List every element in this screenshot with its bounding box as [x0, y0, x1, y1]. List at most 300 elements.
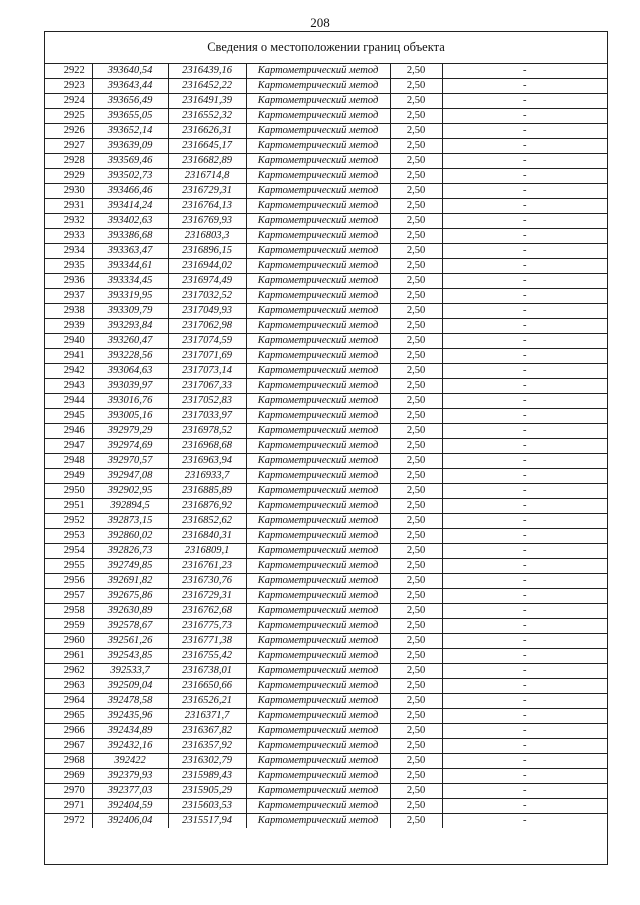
accuracy-cell: 2,50	[390, 289, 442, 304]
method-cell: Картометрический метод	[246, 544, 390, 559]
note-cell: -	[442, 604, 607, 619]
table-row	[45, 814, 607, 829]
x-coordinate-cell: 392434,89	[92, 724, 168, 739]
accuracy-cell: 2,50	[390, 154, 442, 169]
method-cell: Картометрический метод	[246, 379, 390, 394]
accuracy-cell: 2,50	[390, 544, 442, 559]
table-row	[45, 529, 607, 544]
table-row	[45, 424, 607, 439]
x-coordinate-cell: 392422	[92, 754, 168, 769]
accuracy-cell: 2,50	[390, 229, 442, 244]
note-cell: -	[442, 304, 607, 319]
x-coordinate-cell: 392377,03	[92, 784, 168, 799]
x-coordinate-cell: 393228,56	[92, 349, 168, 364]
y-coordinate-cell: 2316650,66	[168, 679, 246, 694]
table-row	[45, 379, 607, 394]
point-number-cell: 2947	[45, 439, 92, 454]
note-cell: -	[442, 259, 607, 274]
method-cell: Картометрический метод	[246, 319, 390, 334]
point-number-cell: 2925	[45, 109, 92, 124]
y-coordinate-cell: 2316371,7	[168, 709, 246, 724]
table-row	[45, 364, 607, 379]
accuracy-cell: 2,50	[390, 94, 442, 109]
y-coordinate-cell: 2317074,59	[168, 334, 246, 349]
method-cell: Картометрический метод	[246, 469, 390, 484]
note-cell: -	[442, 439, 607, 454]
note-cell: -	[442, 724, 607, 739]
table-row	[45, 589, 607, 604]
note-cell: -	[442, 319, 607, 334]
note-cell: -	[442, 229, 607, 244]
accuracy-cell: 2,50	[390, 319, 442, 334]
method-cell: Картометрический метод	[246, 259, 390, 274]
accuracy-cell: 2,50	[390, 124, 442, 139]
method-cell: Картометрический метод	[246, 169, 390, 184]
point-number-cell: 2930	[45, 184, 92, 199]
y-coordinate-cell: 2317062,98	[168, 319, 246, 334]
x-coordinate-cell: 392561,26	[92, 634, 168, 649]
table-row	[45, 409, 607, 424]
note-cell: -	[442, 109, 607, 124]
point-number-cell: 2971	[45, 799, 92, 814]
y-coordinate-cell: 2316963,94	[168, 454, 246, 469]
x-coordinate-cell: 393656,49	[92, 94, 168, 109]
method-cell: Картометрический метод	[246, 454, 390, 469]
table-row	[45, 769, 607, 784]
accuracy-cell: 2,50	[390, 259, 442, 274]
note-cell: -	[442, 559, 607, 574]
point-number-cell: 2931	[45, 199, 92, 214]
x-coordinate-cell: 392691,82	[92, 574, 168, 589]
method-cell: Картометрический метод	[246, 64, 390, 79]
x-coordinate-cell: 393344,61	[92, 259, 168, 274]
table-row	[45, 499, 607, 514]
x-coordinate-cell: 392970,57	[92, 454, 168, 469]
method-cell: Картометрический метод	[246, 649, 390, 664]
note-cell: -	[442, 784, 607, 799]
x-coordinate-cell: 393039,97	[92, 379, 168, 394]
point-number-cell: 2937	[45, 289, 92, 304]
point-number-cell: 2961	[45, 649, 92, 664]
note-cell: -	[442, 274, 607, 289]
table-row	[45, 439, 607, 454]
y-coordinate-cell: 2317032,52	[168, 289, 246, 304]
accuracy-cell: 2,50	[390, 619, 442, 634]
accuracy-cell: 2,50	[390, 274, 442, 289]
table-row	[45, 259, 607, 274]
y-coordinate-cell: 2316761,23	[168, 559, 246, 574]
y-coordinate-cell: 2315517,94	[168, 814, 246, 829]
table-row	[45, 199, 607, 214]
table-row	[45, 94, 607, 109]
table-row	[45, 139, 607, 154]
x-coordinate-cell: 392578,67	[92, 619, 168, 634]
method-cell: Картометрический метод	[246, 514, 390, 529]
point-number-cell: 2958	[45, 604, 92, 619]
accuracy-cell: 2,50	[390, 409, 442, 424]
x-coordinate-cell: 393466,46	[92, 184, 168, 199]
table-row	[45, 544, 607, 559]
method-cell: Картометрический метод	[246, 154, 390, 169]
x-coordinate-cell: 393640,54	[92, 64, 168, 79]
method-cell: Картометрический метод	[246, 694, 390, 709]
table-row	[45, 679, 607, 694]
point-number-cell: 2926	[45, 124, 92, 139]
point-number-cell: 2953	[45, 529, 92, 544]
accuracy-cell: 2,50	[390, 799, 442, 814]
y-coordinate-cell: 2316840,31	[168, 529, 246, 544]
x-coordinate-cell: 393414,24	[92, 199, 168, 214]
y-coordinate-cell: 2316439,16	[168, 64, 246, 79]
note-cell: -	[442, 394, 607, 409]
table-row	[45, 634, 607, 649]
table-row	[45, 169, 607, 184]
accuracy-cell: 2,50	[390, 349, 442, 364]
accuracy-cell: 2,50	[390, 514, 442, 529]
accuracy-cell: 2,50	[390, 184, 442, 199]
point-number-cell: 2966	[45, 724, 92, 739]
note-cell: -	[442, 424, 607, 439]
table-row	[45, 799, 607, 814]
x-coordinate-cell: 392860,02	[92, 529, 168, 544]
y-coordinate-cell: 2316452,22	[168, 79, 246, 94]
x-coordinate-cell: 393005,16	[92, 409, 168, 424]
y-coordinate-cell: 2316755,42	[168, 649, 246, 664]
note-cell: -	[442, 214, 607, 229]
note-cell: -	[442, 124, 607, 139]
accuracy-cell: 2,50	[390, 589, 442, 604]
y-coordinate-cell: 2317049,93	[168, 304, 246, 319]
y-coordinate-cell: 2316367,82	[168, 724, 246, 739]
accuracy-cell: 2,50	[390, 724, 442, 739]
accuracy-cell: 2,50	[390, 109, 442, 124]
note-cell: -	[442, 79, 607, 94]
y-coordinate-cell: 2316552,32	[168, 109, 246, 124]
table-row	[45, 154, 607, 169]
method-cell: Картометрический метод	[246, 289, 390, 304]
method-cell: Картометрический метод	[246, 364, 390, 379]
point-number-cell: 2932	[45, 214, 92, 229]
point-number-cell: 2944	[45, 394, 92, 409]
point-number-cell: 2938	[45, 304, 92, 319]
method-cell: Картометрический метод	[246, 244, 390, 259]
table-row	[45, 574, 607, 589]
x-coordinate-cell: 392902,95	[92, 484, 168, 499]
y-coordinate-cell: 2316730,76	[168, 574, 246, 589]
note-cell: -	[442, 409, 607, 424]
y-coordinate-cell: 2316896,15	[168, 244, 246, 259]
table-row	[45, 454, 607, 469]
table-row	[45, 304, 607, 319]
table-row	[45, 349, 607, 364]
method-cell: Картометрический метод	[246, 724, 390, 739]
y-coordinate-cell: 2316729,31	[168, 184, 246, 199]
method-cell: Картометрический метод	[246, 484, 390, 499]
accuracy-cell: 2,50	[390, 79, 442, 94]
x-coordinate-cell: 393402,63	[92, 214, 168, 229]
point-number-cell: 2957	[45, 589, 92, 604]
x-coordinate-cell: 392543,85	[92, 649, 168, 664]
table-row	[45, 394, 607, 409]
y-coordinate-cell: 2316974,49	[168, 274, 246, 289]
x-coordinate-cell: 392947,08	[92, 469, 168, 484]
y-coordinate-cell: 2316762,68	[168, 604, 246, 619]
method-cell: Картометрический метод	[246, 499, 390, 514]
y-coordinate-cell: 2316714,8	[168, 169, 246, 184]
x-coordinate-cell: 392533,7	[92, 664, 168, 679]
note-cell: -	[442, 649, 607, 664]
y-coordinate-cell: 2316738,01	[168, 664, 246, 679]
y-coordinate-cell: 2317052,83	[168, 394, 246, 409]
y-coordinate-cell: 2315905,29	[168, 784, 246, 799]
method-cell: Картометрический метод	[246, 439, 390, 454]
table-row	[45, 289, 607, 304]
point-number-cell: 2924	[45, 94, 92, 109]
x-coordinate-cell: 393643,44	[92, 79, 168, 94]
accuracy-cell: 2,50	[390, 454, 442, 469]
note-cell: -	[442, 529, 607, 544]
table-row	[45, 229, 607, 244]
table-row	[45, 214, 607, 229]
point-number-cell: 2965	[45, 709, 92, 724]
method-cell: Картометрический метод	[246, 604, 390, 619]
y-coordinate-cell: 2316978,52	[168, 424, 246, 439]
x-coordinate-cell: 393309,79	[92, 304, 168, 319]
note-cell: -	[442, 139, 607, 154]
method-cell: Картометрический метод	[246, 664, 390, 679]
accuracy-cell: 2,50	[390, 574, 442, 589]
accuracy-cell: 2,50	[390, 169, 442, 184]
method-cell: Картометрический метод	[246, 559, 390, 574]
y-coordinate-cell: 2317067,33	[168, 379, 246, 394]
point-number-cell: 2939	[45, 319, 92, 334]
accuracy-cell: 2,50	[390, 694, 442, 709]
note-cell: -	[442, 169, 607, 184]
table-row	[45, 559, 607, 574]
method-cell: Картометрический метод	[246, 79, 390, 94]
table-row	[45, 79, 607, 94]
accuracy-cell: 2,50	[390, 604, 442, 619]
table-row	[45, 724, 607, 739]
point-number-cell: 2941	[45, 349, 92, 364]
method-cell: Картометрический метод	[246, 124, 390, 139]
y-coordinate-cell: 2316771,38	[168, 634, 246, 649]
table-row	[45, 664, 607, 679]
y-coordinate-cell: 2316769,93	[168, 214, 246, 229]
x-coordinate-cell: 392974,69	[92, 439, 168, 454]
x-coordinate-cell: 392404,59	[92, 799, 168, 814]
point-number-cell: 2970	[45, 784, 92, 799]
point-number-cell: 2936	[45, 274, 92, 289]
note-cell: -	[442, 364, 607, 379]
method-cell: Картометрический метод	[246, 109, 390, 124]
accuracy-cell: 2,50	[390, 424, 442, 439]
y-coordinate-cell: 2316302,79	[168, 754, 246, 769]
x-coordinate-cell: 392979,29	[92, 424, 168, 439]
y-coordinate-cell: 2316729,31	[168, 589, 246, 604]
table-row	[45, 244, 607, 259]
method-cell: Картометрический метод	[246, 799, 390, 814]
point-number-cell: 2927	[45, 139, 92, 154]
accuracy-cell: 2,50	[390, 709, 442, 724]
accuracy-cell: 2,50	[390, 529, 442, 544]
x-coordinate-cell: 393334,45	[92, 274, 168, 289]
note-cell: -	[442, 334, 607, 349]
point-number-cell: 2923	[45, 79, 92, 94]
accuracy-cell: 2,50	[390, 649, 442, 664]
note-cell: -	[442, 469, 607, 484]
table-row	[45, 274, 607, 289]
table-row	[45, 739, 607, 754]
point-number-cell: 2960	[45, 634, 92, 649]
x-coordinate-cell: 393363,47	[92, 244, 168, 259]
note-cell: -	[442, 454, 607, 469]
note-cell: -	[442, 484, 607, 499]
accuracy-cell: 2,50	[390, 484, 442, 499]
table-row	[45, 604, 607, 619]
note-cell: -	[442, 634, 607, 649]
accuracy-cell: 2,50	[390, 139, 442, 154]
y-coordinate-cell: 2316626,31	[168, 124, 246, 139]
accuracy-cell: 2,50	[390, 199, 442, 214]
method-cell: Картометрический метод	[246, 814, 390, 829]
accuracy-cell: 2,50	[390, 379, 442, 394]
x-coordinate-cell: 392873,15	[92, 514, 168, 529]
note-cell: -	[442, 694, 607, 709]
x-coordinate-cell: 393319,95	[92, 289, 168, 304]
table-row	[45, 184, 607, 199]
note-cell: -	[442, 739, 607, 754]
method-cell: Картометрический метод	[246, 424, 390, 439]
y-coordinate-cell: 2317071,69	[168, 349, 246, 364]
x-coordinate-cell: 392826,73	[92, 544, 168, 559]
note-cell: -	[442, 769, 607, 784]
method-cell: Картометрический метод	[246, 754, 390, 769]
method-cell: Картометрический метод	[246, 739, 390, 754]
y-coordinate-cell: 2317033,97	[168, 409, 246, 424]
point-number-cell: 2954	[45, 544, 92, 559]
accuracy-cell: 2,50	[390, 394, 442, 409]
y-coordinate-cell: 2316852,62	[168, 514, 246, 529]
note-cell: -	[442, 754, 607, 769]
x-coordinate-cell: 393016,76	[92, 394, 168, 409]
note-cell: -	[442, 289, 607, 304]
method-cell: Картометрический метод	[246, 784, 390, 799]
point-number-cell: 2943	[45, 379, 92, 394]
point-number-cell: 2955	[45, 559, 92, 574]
method-cell: Картометрический метод	[246, 94, 390, 109]
note-cell: -	[442, 379, 607, 394]
accuracy-cell: 2,50	[390, 364, 442, 379]
note-cell: -	[442, 619, 607, 634]
y-coordinate-cell: 2316682,89	[168, 154, 246, 169]
note-cell: -	[442, 499, 607, 514]
method-cell: Картометрический метод	[246, 139, 390, 154]
point-number-cell: 2959	[45, 619, 92, 634]
note-cell: -	[523, 815, 527, 827]
method-cell: Картометрический метод	[246, 199, 390, 214]
point-number-cell: 2935	[45, 259, 92, 274]
method-cell: Картометрический метод	[246, 574, 390, 589]
y-coordinate-cell: 2315989,43	[168, 769, 246, 784]
method-cell: Картометрический метод	[246, 229, 390, 244]
table-row	[45, 649, 607, 664]
x-coordinate-cell: 393639,09	[92, 139, 168, 154]
note-cell: -	[442, 589, 607, 604]
method-cell: Картометрический метод	[246, 184, 390, 199]
note-cell: -	[442, 799, 607, 814]
point-number-cell: 2968	[45, 754, 92, 769]
y-coordinate-cell: 2317073,14	[168, 364, 246, 379]
note-cell: -	[442, 244, 607, 259]
coordinates-table	[45, 64, 607, 828]
table-row	[45, 619, 607, 634]
accuracy-cell: 2,50	[390, 214, 442, 229]
boundary-table-frame	[44, 31, 608, 865]
point-number-cell: 2922	[45, 64, 92, 79]
x-coordinate-cell: 392379,93	[92, 769, 168, 784]
x-coordinate-cell: 392630,89	[92, 604, 168, 619]
y-coordinate-cell: 2316491,39	[168, 94, 246, 109]
y-coordinate-cell: 2316357,92	[168, 739, 246, 754]
y-coordinate-cell: 2316968,68	[168, 439, 246, 454]
method-cell: Картометрический метод	[246, 709, 390, 724]
accuracy-cell: 2,50	[390, 304, 442, 319]
accuracy-cell: 2,50	[390, 769, 442, 784]
x-coordinate-cell: 392406,04	[92, 814, 168, 829]
x-coordinate-cell: 393293,84	[92, 319, 168, 334]
accuracy-cell: 2,50	[390, 64, 442, 79]
y-coordinate-cell: 2316933,7	[168, 469, 246, 484]
point-number-cell: 2934	[45, 244, 92, 259]
accuracy-cell: 2,50	[390, 469, 442, 484]
page-number: 208	[310, 15, 330, 30]
table-row	[45, 694, 607, 709]
note-cell: -	[442, 94, 607, 109]
point-number-cell: 2952	[45, 514, 92, 529]
table-row	[45, 754, 607, 769]
x-coordinate-cell: 393502,73	[92, 169, 168, 184]
table-row	[45, 784, 607, 799]
y-coordinate-cell: 2316876,92	[168, 499, 246, 514]
table-row	[45, 319, 607, 334]
method-cell: Картометрический метод	[246, 589, 390, 604]
y-coordinate-cell: 2316775,73	[168, 619, 246, 634]
x-coordinate-cell: 392675,86	[92, 589, 168, 604]
accuracy-cell: 2,50	[390, 814, 442, 829]
method-cell: Картометрический метод	[246, 409, 390, 424]
table-row	[45, 334, 607, 349]
accuracy-cell: 2,50	[390, 664, 442, 679]
point-number-cell: 2949	[45, 469, 92, 484]
accuracy-cell: 2,50	[390, 634, 442, 649]
x-coordinate-cell: 393386,68	[92, 229, 168, 244]
note-cell: -	[442, 679, 607, 694]
x-coordinate-cell: 392894,5	[92, 499, 168, 514]
method-cell: Картометрический метод	[246, 769, 390, 784]
method-cell: Картометрический метод	[246, 349, 390, 364]
point-number-cell: 2946	[45, 424, 92, 439]
point-number-cell: 2928	[45, 154, 92, 169]
accuracy-cell: 2,50	[390, 244, 442, 259]
method-cell: Картометрический метод	[246, 274, 390, 289]
note-cell: -	[442, 664, 607, 679]
point-number-cell: 2972	[45, 814, 92, 829]
table-title: Сведения о местоположении границ объекта	[45, 32, 607, 64]
point-number-cell: 2951	[45, 499, 92, 514]
note-cell: -	[442, 199, 607, 214]
note-cell: -	[442, 514, 607, 529]
